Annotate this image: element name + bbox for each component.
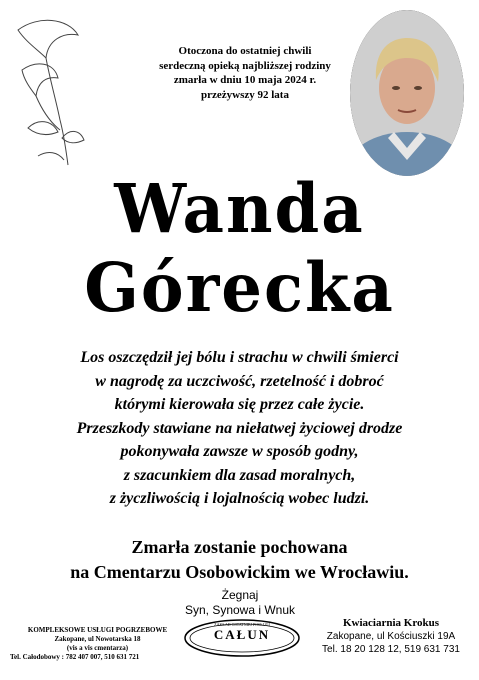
death-announcement: [150, 44, 340, 102]
florist-address: Zakopane, ul Kościuszki 19A: [326, 631, 456, 642]
calun-name: CAŁUN: [213, 627, 271, 642]
intro-line: przeżywszy 92 lata: [201, 88, 289, 101]
farewell-verb: Żegnaj: [221, 588, 259, 602]
verse-line: w nagrodę za uczciwość, rzetelność i dobroć: [95, 372, 384, 390]
florist-info: [305, 617, 477, 656]
funeral-home-note: (vis a vis cmentarza): [66, 644, 129, 652]
intro-line: serdeczną opieką najbliższej rodziny: [159, 59, 331, 72]
verse-line: pokonywała zawsze w sposób godny,: [120, 443, 359, 460]
farewell-signature: [120, 588, 360, 618]
verse-line: z szacunkiem dla zasad moralnych,: [123, 466, 356, 484]
deceased-first-name: Wanda: [114, 170, 365, 249]
farewell-from: Syn, Synowa i Wnuk: [184, 603, 296, 617]
burial-line: na Cmentarzu Osobowickim we Wrocławiu.: [70, 562, 409, 582]
funeral-home-address: Zakopane, ul Nowotarska 18: [54, 635, 141, 643]
funeral-home-phone: Tel. Całodobowy : 782 407 007, 510 631 721: [10, 653, 140, 661]
florist-name: Kwiaciarnia Krokus: [342, 617, 440, 629]
verse-line: Przeszkody stawiane na niełatwej życiowej drodze: [76, 419, 403, 437]
intro-line: zmarła w dniu 10 maja 2024 r.: [173, 74, 317, 86]
calla-lily-illustration: [8, 10, 86, 170]
calun-top-text: ZAKŁAD OSTATNIEJ POSŁUGI: [214, 622, 270, 627]
verse-line: z życzliwością i lojalnością wobec ludzi.: [109, 490, 370, 507]
florist-phone: Tel. 18 20 128 12, 519 631 731: [322, 644, 460, 655]
funeral-home-info: [10, 626, 185, 662]
verse-line: którymi kierowała się przez całe życie.: [114, 396, 365, 413]
portrait-photo: [350, 10, 464, 176]
burial-line: Zmarła zostanie pochowana: [131, 537, 348, 557]
calun-logo: [182, 618, 302, 658]
funeral-home-name: KOMPLEKSOWE USŁUGI POGRZEBOWE: [27, 626, 168, 634]
deceased-last-name: Górecka: [84, 249, 395, 328]
burial-info: [0, 535, 479, 585]
memorial-verse: [0, 346, 479, 511]
verse-line: Los oszczędził jej bólu i strachu w chwili śmierci: [80, 349, 399, 366]
intro-line: Otoczona do ostatniej chwili: [178, 45, 312, 57]
